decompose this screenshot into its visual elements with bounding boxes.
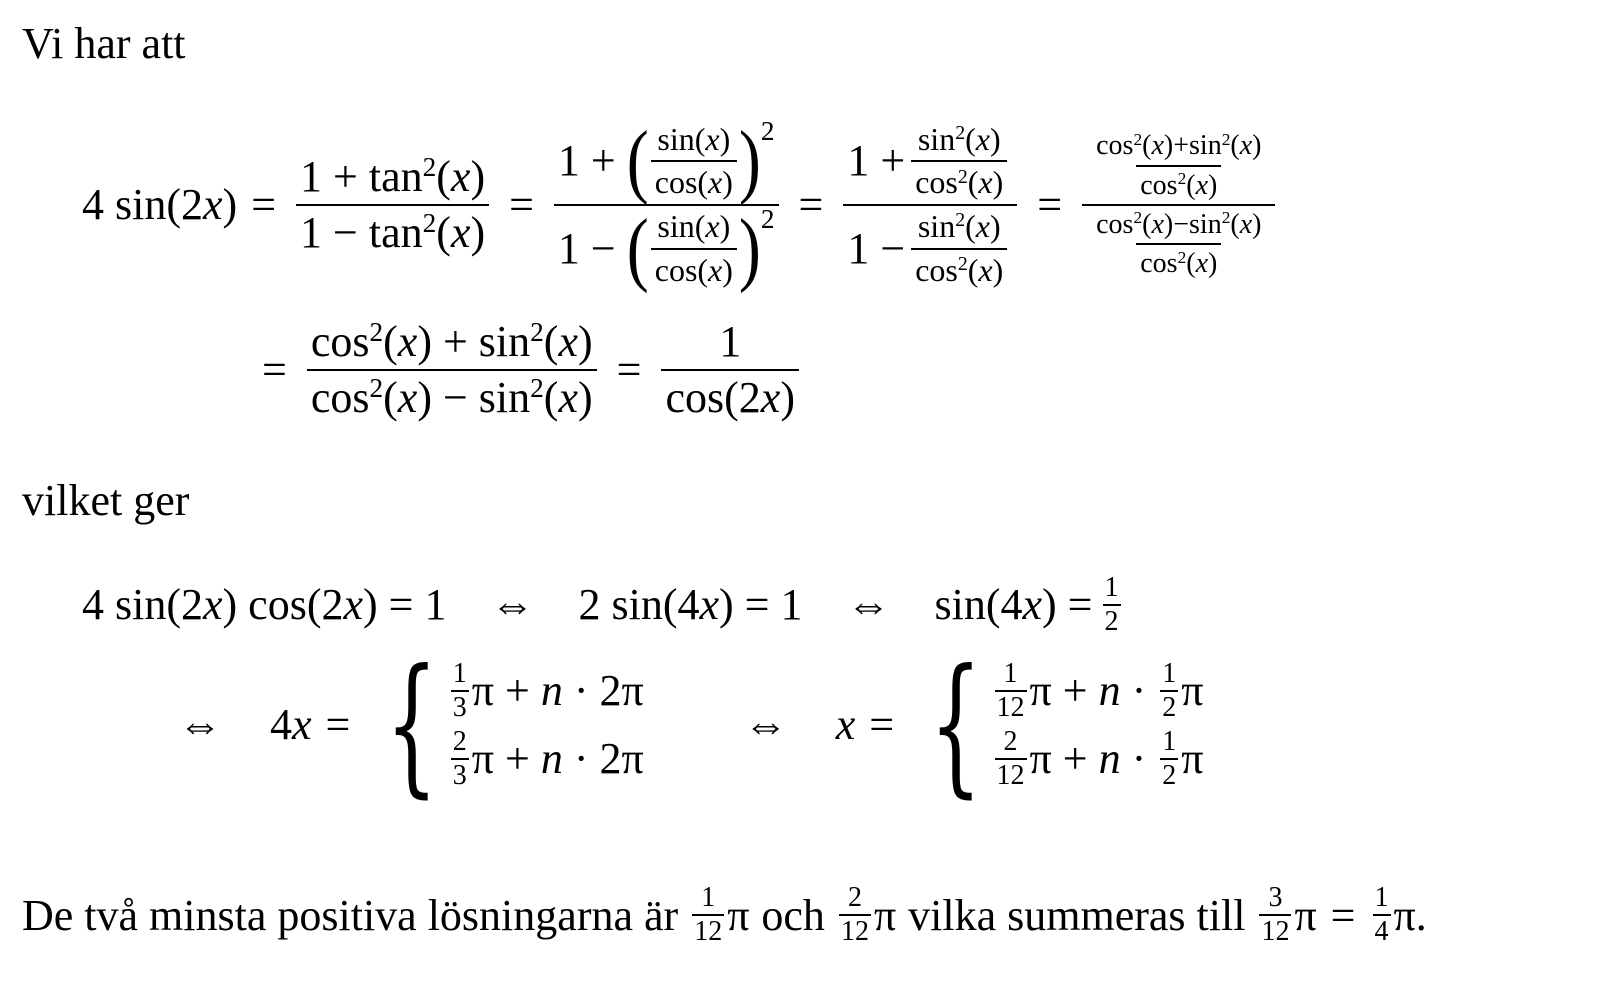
equals-sign: = [251,180,277,229]
equation-line-4: ⇔ 4x = { $\frac{1}{3}$ π + n · 2π $\frac{2}{3}$ π + n · 2π ⇔ x = { $\frac{1}{12}$ π + n · $\frac{1}{2}$ π $\frac{2}{12}$ π + n · $\frac{1}{2}$ π [178,638,1204,812]
conclusion-text: De två minsta positiva lösningarna är $\frac{1}{12}$ π och $\frac{2}{12}$ π vilka summeras till $\frac{3}{12}$ π = $\frac{1}{4}$ π . [22,882,1427,947]
equals-sign: = [798,180,824,229]
fraction-sincos-squared: 1 + ( $\frac{\sin(x)}{\cos(x)}$ ) $^2$ 1 − ( $\frac{\sin(x)}{\cos(x)}$ ) $^2$ [554,123,779,287]
iff-symbol: ⇔ [846,580,891,629]
equals-sign: = [869,700,895,749]
fraction-cos2-sin2: $\frac{\cos^2(x) + \sin^2(x)}{\cos^2(x) - \sin^2(x)}$ [307,319,597,421]
fraction-sin2-cos2: 1 + $\frac{\sin^2(x)}{\cos^2(x)}$ 1 − $\frac{\sin^2(x)}{\cos^2(x)}$ [843,123,1017,287]
then-text: vilket ger [22,476,190,525]
iff-symbol: ⇔ [743,700,788,749]
iff-symbol: ⇔ [178,700,222,749]
equals-sign: = [325,700,351,749]
equals-sign: = [509,180,534,229]
fraction-nested: $\frac{\frac{\cos^2(x)+\sin^2(x)}{\cos^2(x)}}{\frac{\cos^2(x)-\sin^2(x)}{\cos^2(x)}}$ [1082,131,1275,279]
fraction-one-over-cos2x: $\frac{1}{\cos(2x)}$ [661,319,799,421]
lhs-expression: 4 sin(2x) [82,180,238,229]
intro-text: Vi har att [22,19,186,68]
equation-line-1 [82,105,1281,305]
equals-sign: = [1037,180,1063,229]
fraction-tan: $\frac{1 + \tan^2(x)}{1 - \tan^2(x)}$ [296,154,489,256]
equals-sign: = [616,345,642,394]
equation-line-3: 4 sin(2x) cos(2x) = 1 ⇔ 2 sin(4x) = 1 ⇔ sin(4x) = $\frac{1}{2}$ [82,572,1119,637]
cases-4x: { $\frac{1}{3}$ π + n · 2π $\frac{2}{3}$ π + n · 2π [385,638,644,812]
equals-sign: = [262,345,287,394]
equation-line-2 [262,305,805,435]
iff-symbol: ⇔ [490,580,535,629]
cases-x: { $\frac{1}{12}$ π + n · $\frac{1}{2}$ π $\frac{2}{12}$ π + n · $\frac{1}{2}$ π [929,638,1204,812]
fraction-one-half: $\frac{1}{2}$ [1104,572,1119,637]
